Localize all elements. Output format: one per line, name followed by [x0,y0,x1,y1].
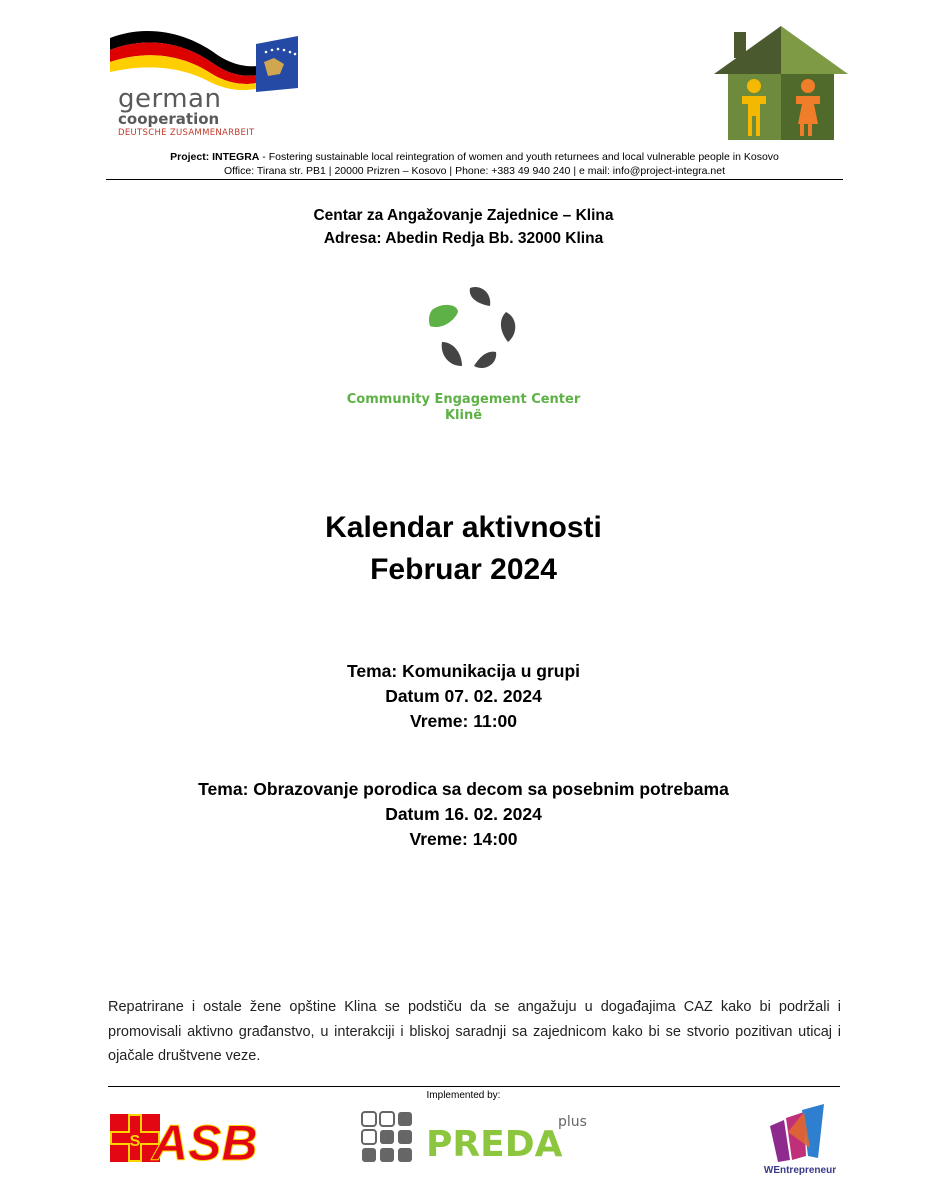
wentrepreneur-label: WEntrepreneur [763,1165,837,1176]
project-description: - Fostering sustainable local reintegration of women and youth returnees and local vulnerable people in Kosovo [259,151,779,163]
center-heading [0,204,927,250]
center-name: Centar za Angažovanje Zajednice – Klina [313,207,614,224]
calendar-heading: Kalendar aktivnosti [325,511,602,544]
calendar-title [0,507,927,591]
event-date: Datum 16. 02. 2024 [385,804,542,824]
implemented-by-label: Implemented by: [426,1090,501,1101]
preda-plus-logo [360,1110,600,1170]
footer-divider [108,1086,840,1087]
event-time: Vreme: 11:00 [409,711,518,731]
invitation-paragraph: Repatrirane i ostale žene opštine Klina se podstiču da se angažuju u događajima CAZ kako bi podržali i promovisali aktivno građanstvo, u interakciji i bliskoj saradnji sa zajednicom kako bi se stvorio pozitivan uticaj i ojačale društvene veze. [108,999,841,1064]
preda-plus-text: plus [558,1114,587,1130]
event-date: Datum 07. 02. 2024 [385,686,542,706]
cec-leaf-logo-icon [418,284,528,374]
asb-logo [108,1110,276,1166]
center-address: Adresa: Abedin Redja Bb. 32000 Klina [323,230,604,247]
event-topic: Tema: Komunikacija u grupi [346,661,581,681]
cooperation-word: cooperation [118,110,220,128]
house-children-logo [712,24,850,142]
event-item [0,659,927,734]
cec-name [0,392,927,424]
german-word: german [118,84,222,114]
asb-text: ASB [152,1115,258,1166]
cec-name-line2: Klinë [444,408,483,423]
preda-grid-icon [360,1110,600,1170]
svg-text:S: S [129,1133,141,1150]
project-label: Project: INTEGRA [170,151,260,163]
event-time: Vreme: 14:00 [409,829,518,849]
preda-text: PREDA [426,1124,563,1165]
event-item [0,777,927,852]
calendar-month: Februar 2024 [370,553,557,586]
german-cooperation-logo [106,24,302,140]
header-divider [106,179,843,180]
office-line: Office: Tirana str. PB1 | 20000 Prizren – Kosovo | Phone: +383 49 940 240 | e mail: info@project-integra.net [223,165,726,177]
project-info [106,150,843,178]
cec-name-line1: Community Engagement Center [346,392,581,407]
event-topic: Tema: Obrazovanje porodica sa decom sa posebnim potrebama [198,779,729,799]
deutsche-zusammenarbeit-word: DEUTSCHE ZUSAMMENARBEIT [118,128,255,138]
